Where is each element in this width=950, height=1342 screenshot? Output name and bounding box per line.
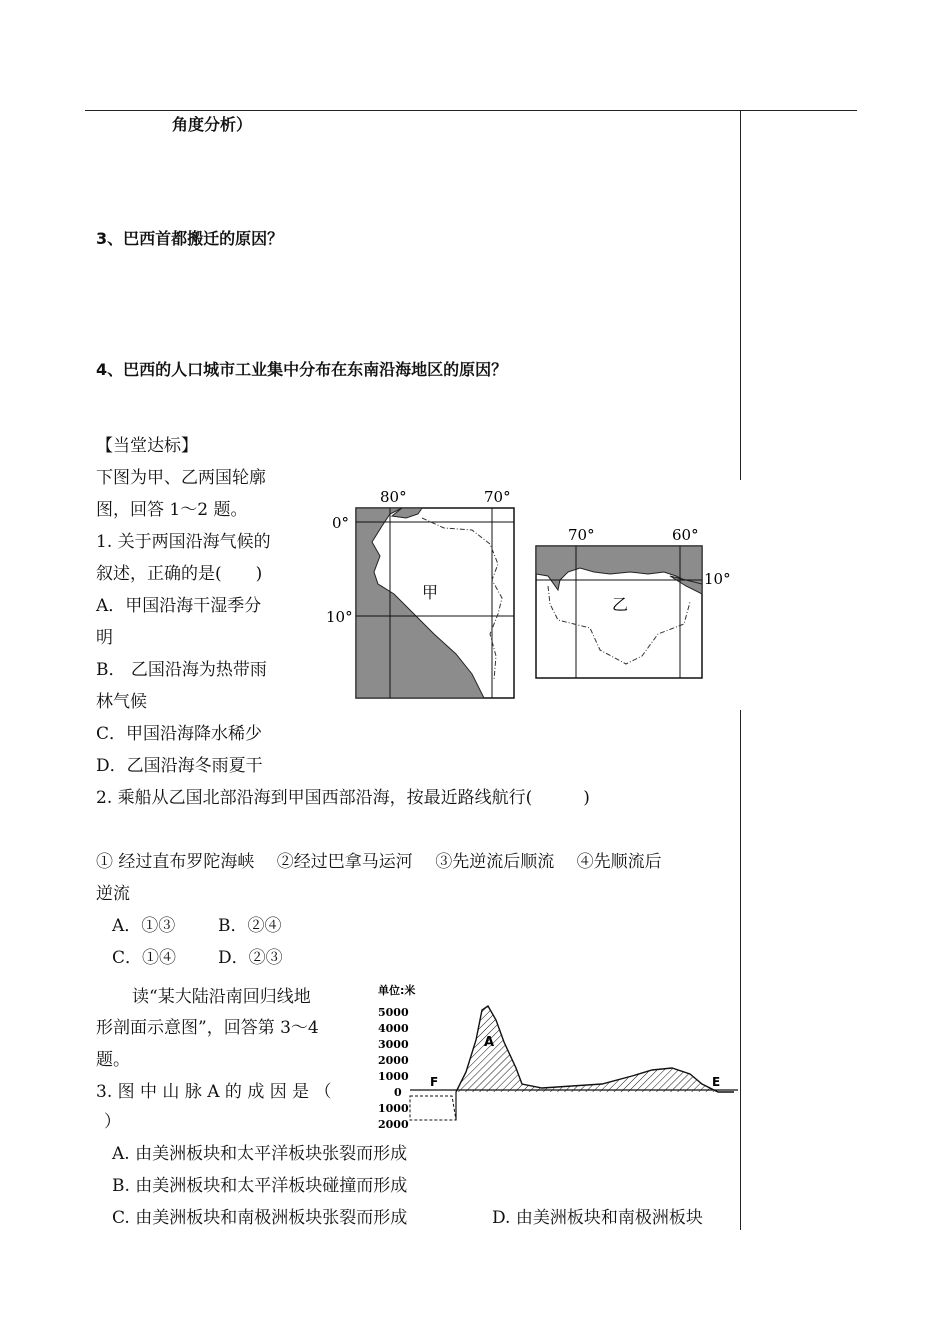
map-yi-name: 乙 (612, 595, 629, 614)
q1-option-a-cont: 明 (96, 628, 113, 648)
q3-option-b: B. 由美洲板块和太平洋板块碰撞而形成 (112, 1176, 408, 1196)
read-line-3: 题。 (96, 1050, 130, 1070)
map-yi-lon-label-60: 60° (672, 526, 699, 544)
profile-label-F: F (430, 1075, 439, 1089)
q3-option-c: C. 由美洲板块和南极洲板块张裂而形成 (112, 1208, 408, 1228)
q1-line-2: 叙述，正确的是( ) (96, 564, 263, 584)
map-jia-name: 甲 (422, 583, 439, 602)
profile-label-E: E (712, 1075, 721, 1089)
profile-ytick-0: 0 (394, 1086, 402, 1099)
profile-ytick-1000: 1000 (378, 1070, 409, 1083)
q3-option-d: D. 由美洲板块和南极洲板块 (492, 1208, 703, 1228)
q2-option-b: B．②④ (218, 916, 282, 936)
top-rule (85, 110, 857, 111)
map-jia-lat-label-10: 10° (326, 608, 353, 626)
q1-option-a: A．甲国沿海干湿季分 (96, 596, 262, 616)
q2-option-d: D．②③ (218, 948, 283, 968)
map-jia-lon-label-70: 70° (484, 488, 511, 506)
profile-landmass (456, 1006, 734, 1092)
q2-items-cont: 逆流 (96, 884, 130, 904)
map-yi (530, 524, 740, 684)
profile-ytick-3000: 3000 (378, 1038, 409, 1051)
question-4: 4、巴西的人口城市工业集中分布在东南沿海地区的原因？ (96, 360, 508, 379)
profile-ytick-2000: 2000 (378, 1054, 409, 1067)
q2-option-c: C．①④ (112, 948, 177, 968)
profile-ocean-west (410, 1096, 456, 1120)
question-2: 2. 乘船从乙国北部沿海到甲国西部沿海，按最近路线航行( ) (96, 788, 590, 808)
q1-line-1: 1. 关于两国沿海气候的 (96, 532, 271, 552)
section-title: 【当堂达标】 (96, 436, 198, 456)
map-yi-lat-label-10: 10° (704, 570, 731, 588)
profile-ytick-neg2000: 2000 (378, 1118, 409, 1130)
q3-option-a: A. 由美洲板块和太平洋板块张裂而形成 (112, 1144, 408, 1164)
profile-label-A: A (484, 1035, 495, 1050)
q2-items: ① 经过直布罗陀海峡 ②经过巴拿马运河 ③先逆流后顺流 ④先顺流后 (96, 852, 662, 872)
q1-option-d: D．乙国沿海冬雨夏干 (96, 756, 263, 776)
q2-option-a: A．①③ (112, 916, 176, 936)
q3-line-1: 3. 图 中 山 脉 A 的 成 因 是 （ (96, 1082, 332, 1102)
q3-line-2: ） (104, 1112, 121, 1132)
map-jia (322, 484, 522, 702)
profile-ytick-4000: 4000 (378, 1022, 409, 1035)
profile-ytick-5000: 5000 (378, 1006, 409, 1019)
right-column-rule-lower (740, 710, 741, 1230)
q1-option-b: B． 乙国沿海为热带雨 (96, 660, 267, 680)
terrain-profile (372, 980, 738, 1130)
profile-unit-label: 单位:米 (378, 984, 416, 997)
right-column-rule (740, 110, 741, 480)
map-jia-lat-label-0: 0° (332, 514, 350, 532)
intro-line-2: 图，回答 1～2 题。 (96, 500, 248, 520)
q1-option-c: C．甲国沿海降水稀少 (96, 724, 263, 744)
question-3: 3、巴西首都搬迁的原因？ (96, 229, 284, 248)
profile-ytick-neg1000: 1000 (378, 1102, 409, 1115)
q1-option-b-cont: 林气候 (96, 692, 147, 712)
header-continuation: 角度分析） (172, 115, 253, 134)
map-jia-lon-label-80: 80° (380, 488, 407, 506)
map-yi-lon-label-70: 70° (568, 526, 595, 544)
read-line-1: 读“某大陆沿南回归线地 (132, 987, 311, 1007)
intro-line-1: 下图为甲、乙两国轮廓 (96, 468, 266, 488)
read-line-2: 形剖面示意图”，回答第 3～4 (96, 1018, 319, 1038)
